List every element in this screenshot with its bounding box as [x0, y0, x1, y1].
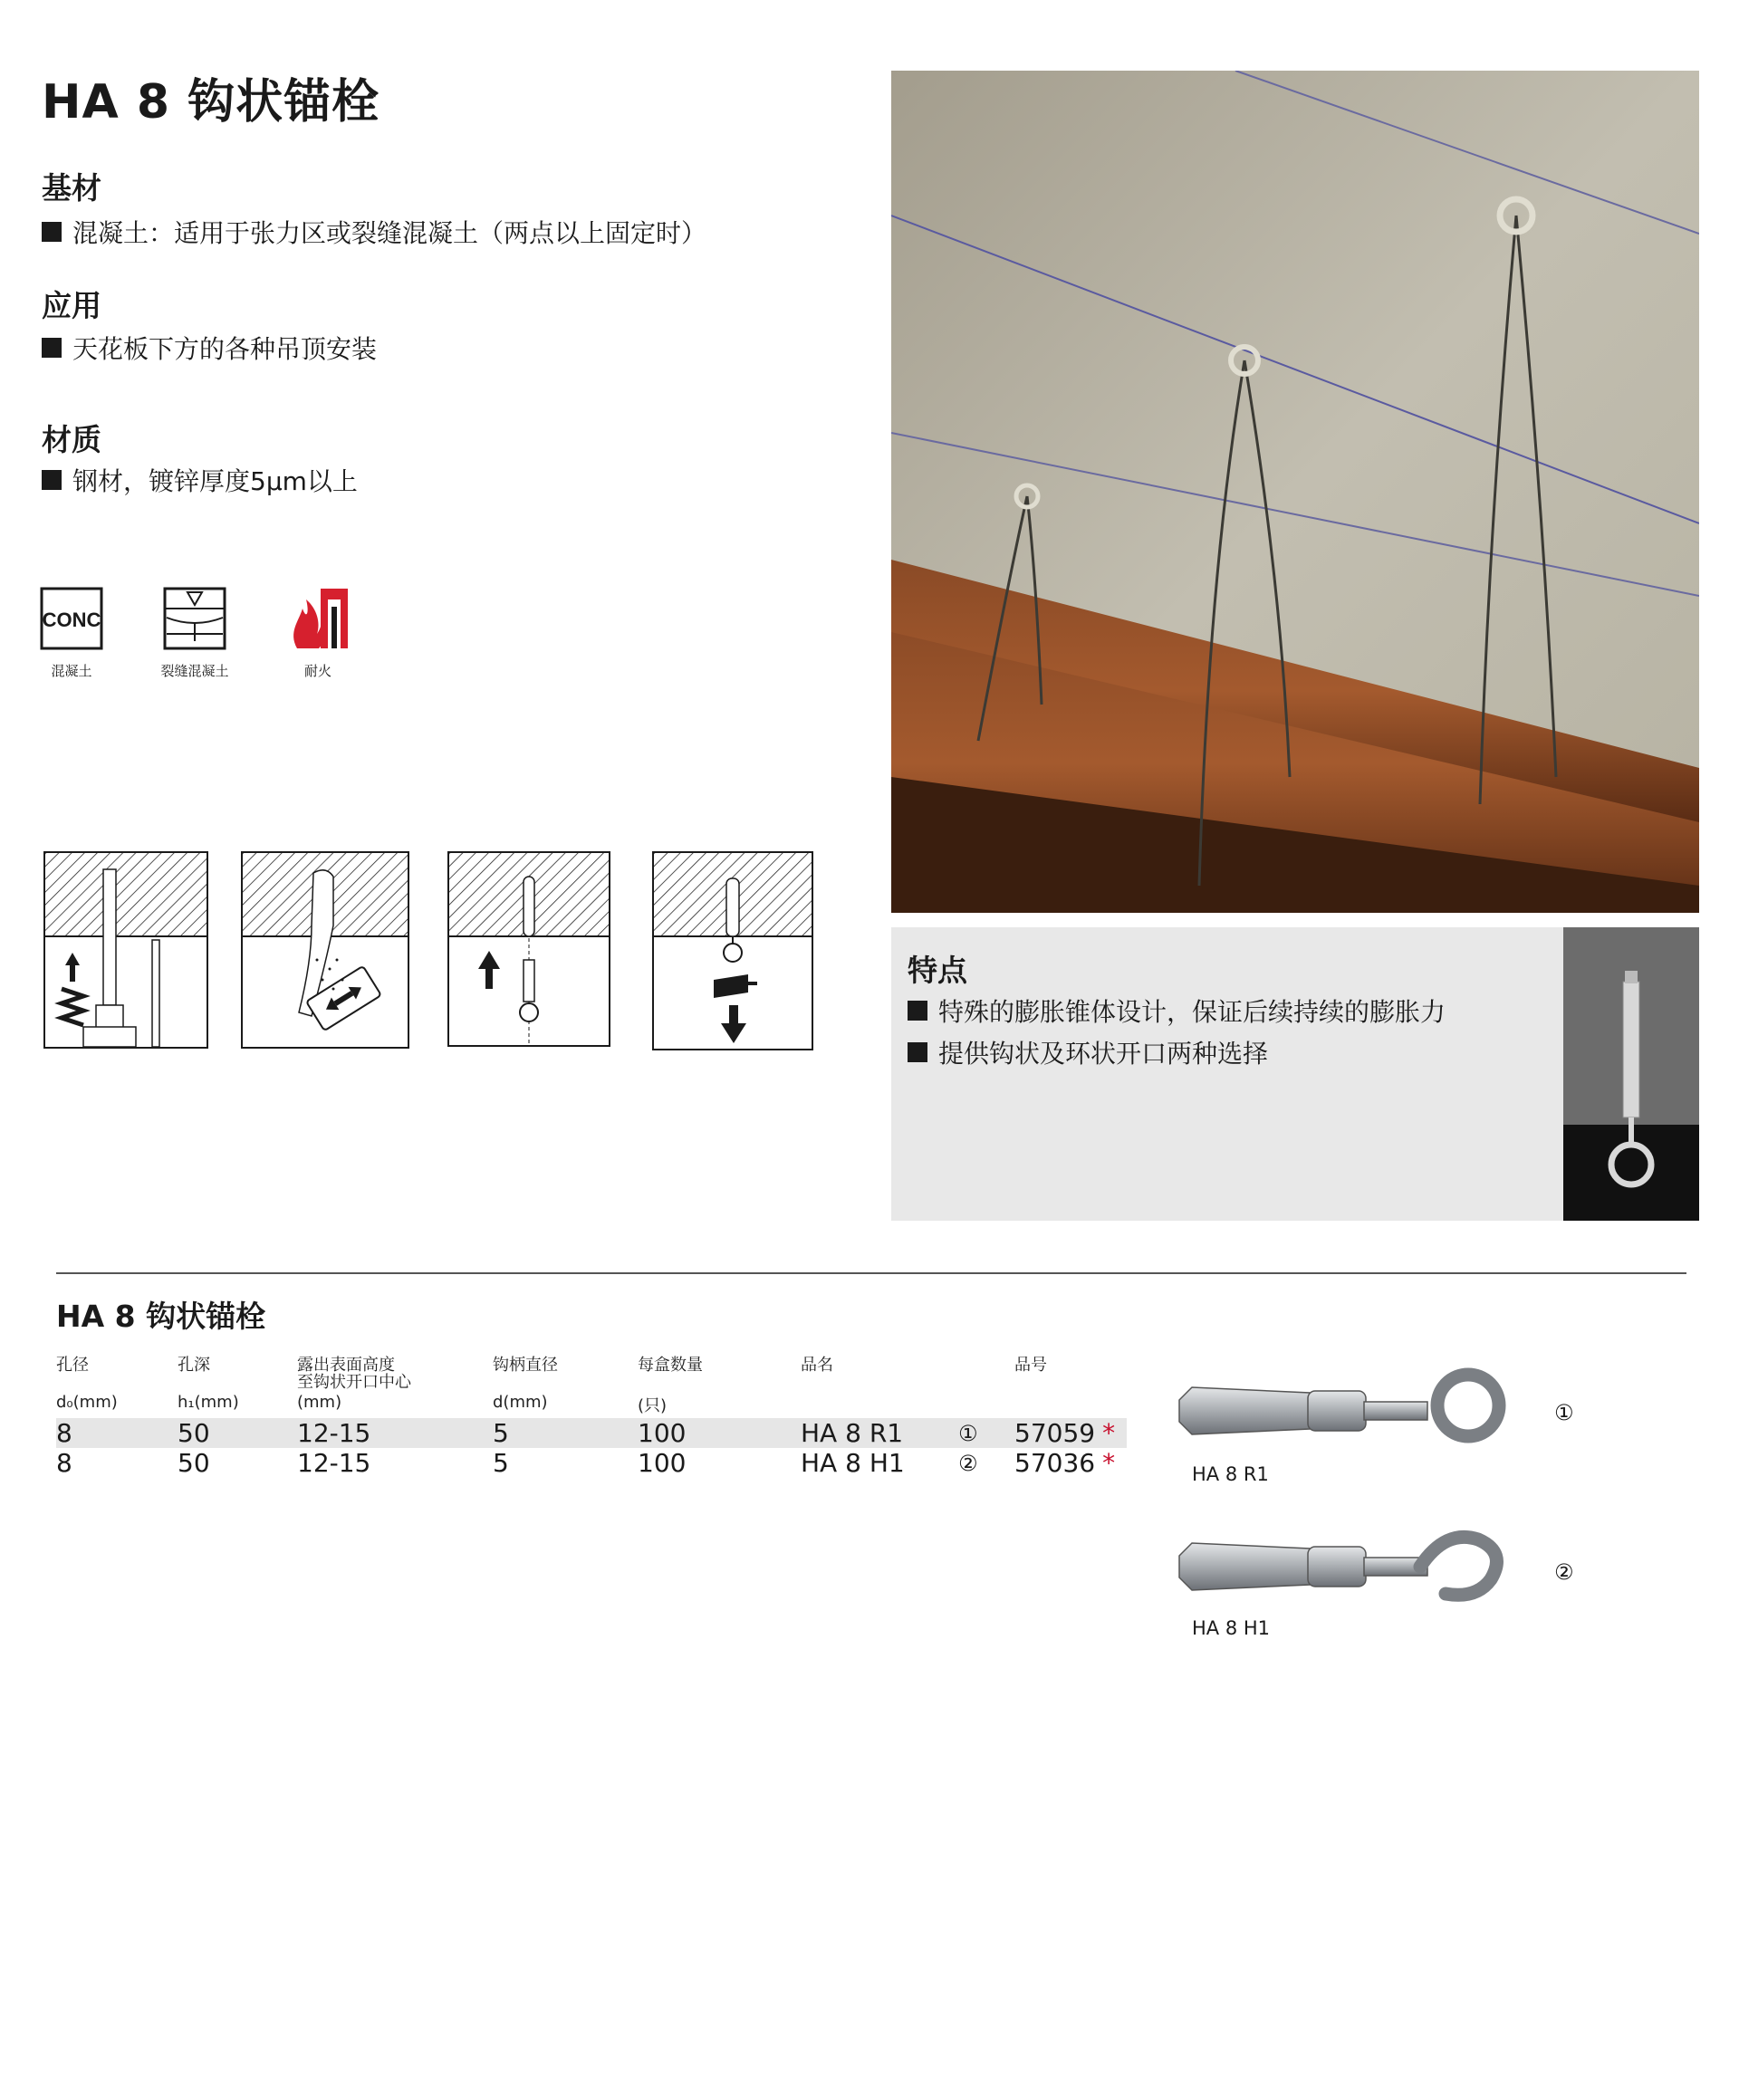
cell-height: 12-15: [297, 1418, 371, 1448]
col-header-item-number: 品号: [1014, 1356, 1047, 1375]
cell-name: HA 8 H1: [801, 1448, 905, 1478]
product-image-hook-anchor: [1174, 1521, 1529, 1612]
application-photo: [891, 71, 1699, 913]
features-heading: 特点: [908, 953, 967, 988]
product-ref-2: ②: [1554, 1559, 1574, 1585]
col-header-box-quantity: 每盒数量: [638, 1356, 703, 1375]
bullet-square: [42, 222, 62, 242]
installation-step-1: [43, 851, 208, 1049]
bullet-square: [42, 470, 62, 490]
feature-item: 提供钩状及环状开口两种选择: [908, 1034, 1268, 1070]
col-unit-shank-diameter: d(mm): [493, 1393, 548, 1412]
bullet-square: [908, 1042, 927, 1062]
anchor-installed-photo: [1563, 927, 1699, 1221]
bullet-square: [908, 1001, 927, 1021]
cell-item-no: 57059 *: [1014, 1418, 1116, 1448]
application-heading: 应用: [42, 288, 101, 323]
col-unit-hole-diameter: d₀(mm): [56, 1393, 118, 1412]
cell-ref: ①: [958, 1421, 978, 1446]
base-material-item: 混凝土：适用于张力区或裂缝混凝土（两点以上固定时）: [42, 214, 706, 250]
product-image-ring-anchor: [1174, 1366, 1529, 1456]
col-header-hole-depth: 孔深: [178, 1356, 210, 1375]
col-header-shank-diameter: 钩柄直径: [493, 1356, 558, 1375]
product-caption-1: HA 8 R1: [1192, 1463, 1269, 1485]
col-unit-exposed-height: (mm): [297, 1393, 342, 1412]
col-header-hole-diameter: 孔径: [56, 1356, 89, 1375]
cell-d0: 8: [56, 1448, 72, 1478]
bullet-square: [42, 338, 62, 358]
installation-step-2: [241, 851, 409, 1049]
cell-name: HA 8 R1: [801, 1418, 904, 1448]
col-header-exposed-height: 露出表面高度 至钩状开口中心: [297, 1356, 411, 1392]
col-unit-hole-depth: h₁(mm): [178, 1393, 239, 1412]
product-ref-1: ①: [1554, 1400, 1574, 1425]
col-unit-box-quantity: (只): [638, 1396, 668, 1415]
material-item: 钢材，镀锌厚度5μm以上: [42, 462, 358, 498]
section-divider: [56, 1272, 1686, 1274]
base-material-heading: 基材: [42, 170, 101, 206]
feature-item: 特殊的膨胀锥体设计，保证后续持续的膨胀力: [908, 992, 1446, 1029]
cell-qty: 100: [638, 1448, 687, 1478]
star-mark: *: [1102, 1448, 1116, 1478]
conc-caption: 混凝土: [51, 663, 92, 679]
cell-qty: 100: [638, 1418, 687, 1448]
cell-ref: ②: [958, 1451, 978, 1476]
material-heading: 材质: [42, 422, 101, 457]
installation-step-4: [652, 851, 813, 1050]
cracked-concrete-icon: [163, 587, 226, 650]
cell-height: 12-15: [297, 1448, 371, 1478]
fire-resistance-icon: [286, 587, 350, 650]
cell-item-no: 57036 *: [1014, 1448, 1116, 1478]
features-panel: [891, 927, 1563, 1221]
installation-step-3: [447, 851, 610, 1047]
page-title: HA 8 钩状锚栓: [42, 75, 380, 129]
cell-d: 5: [493, 1448, 509, 1478]
cell-h1: 50: [178, 1418, 210, 1448]
svg-text:CONC: CONC: [42, 609, 101, 631]
cell-d0: 8: [56, 1418, 72, 1448]
application-item: 天花板下方的各种吊顶安装: [42, 330, 377, 366]
col-header-product-name: 品名: [801, 1356, 833, 1375]
table-title: HA 8 钩状锚栓: [56, 1299, 266, 1334]
cell-h1: 50: [178, 1448, 210, 1478]
product-caption-2: HA 8 H1: [1192, 1617, 1271, 1639]
cell-d: 5: [493, 1418, 509, 1448]
conc-icon: [40, 587, 103, 650]
cracked-concrete-caption: 裂缝混凝土: [160, 663, 229, 679]
fire-resistance-caption: 耐火: [303, 663, 331, 679]
star-mark: *: [1102, 1418, 1116, 1448]
